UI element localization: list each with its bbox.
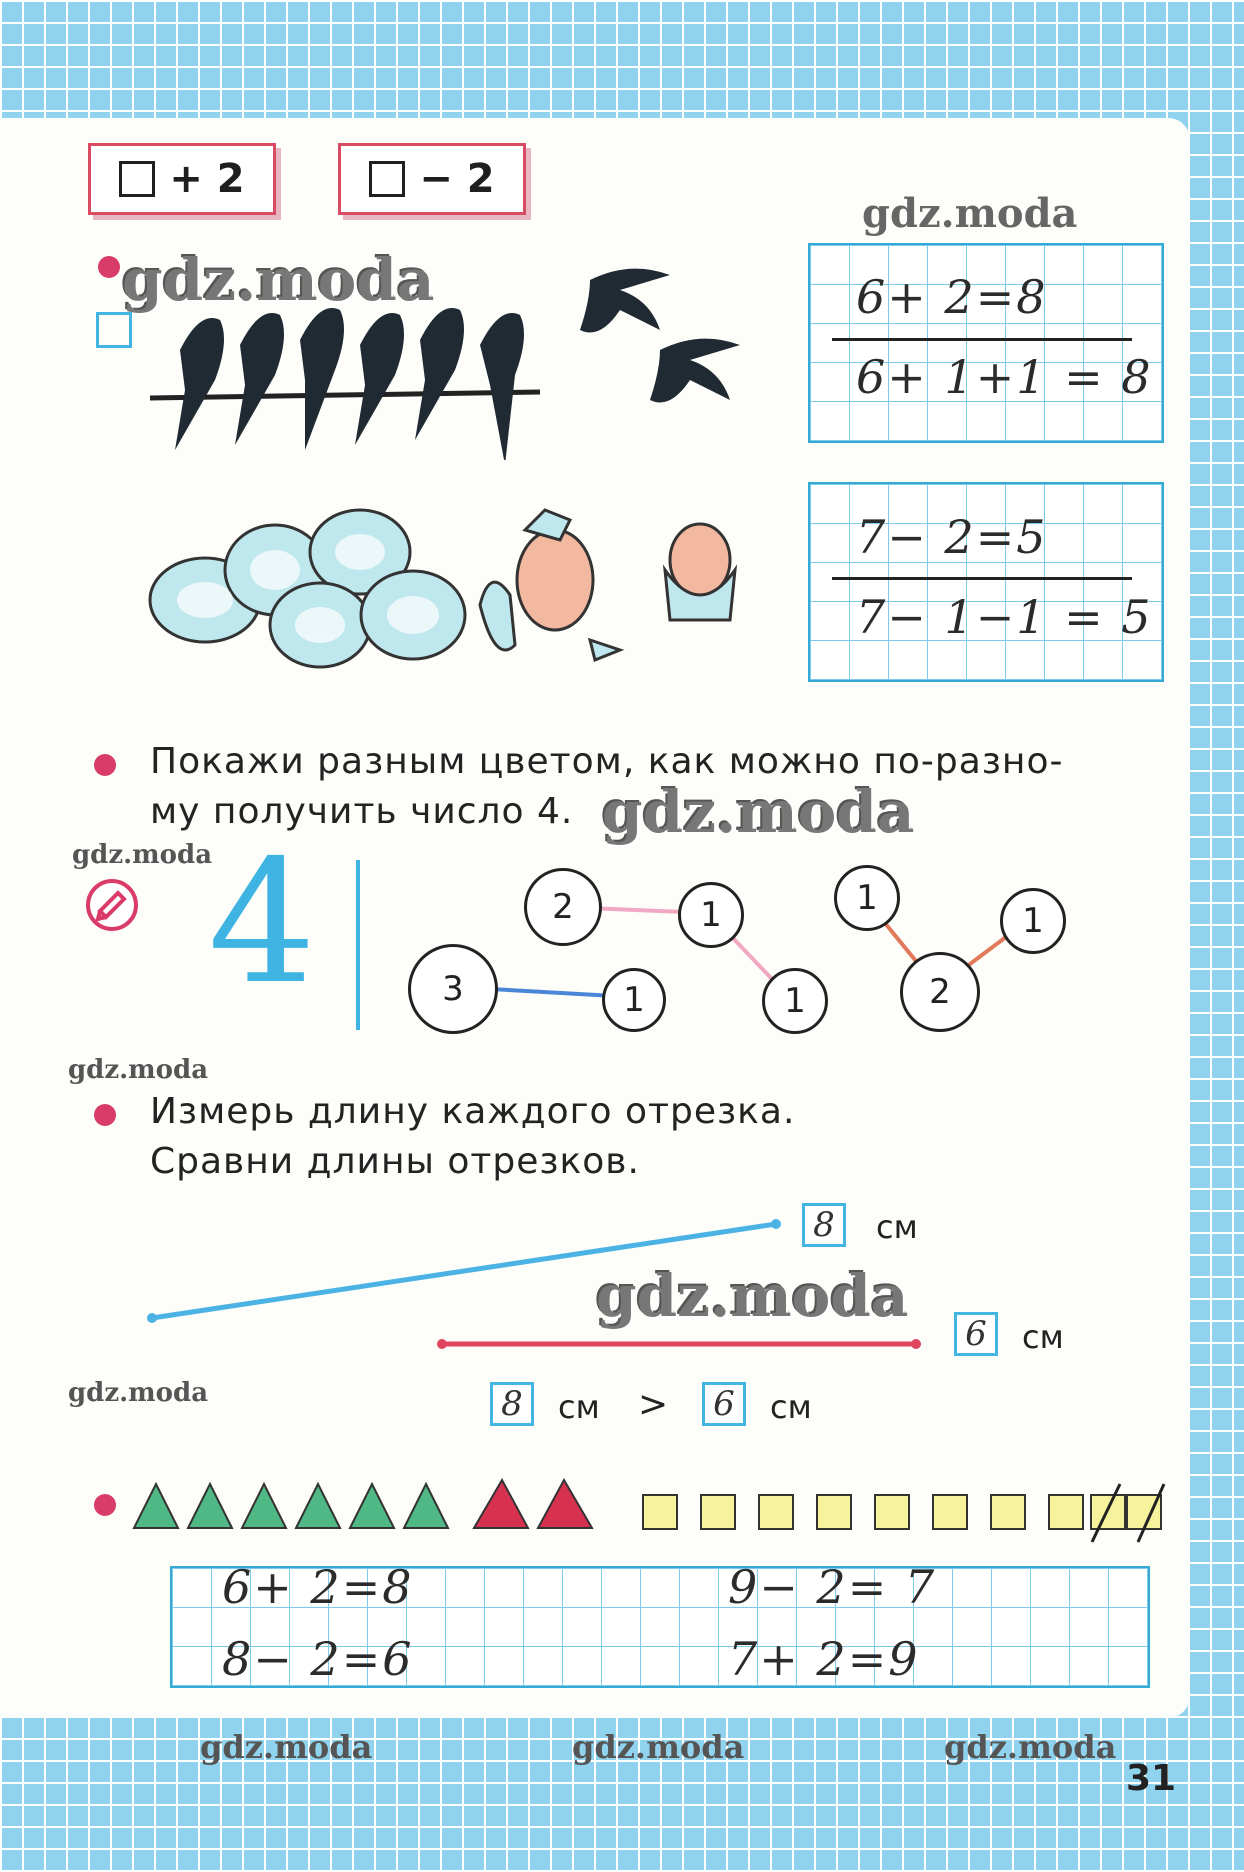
watermark: gdz.moda	[122, 246, 435, 314]
unit-label: см	[558, 1388, 600, 1426]
yellow-square	[700, 1494, 736, 1530]
bottom-equation: 7+ 2=9	[728, 1632, 920, 1686]
unit-label: см	[1022, 1318, 1064, 1356]
number-circle: 1	[834, 865, 900, 931]
red-segment-answer: 6	[954, 1312, 998, 1356]
task-text: Измерь длину каждого отрезка.	[150, 1091, 796, 1132]
equation-birds-2: 6+ 1+1 = 8	[856, 350, 1153, 404]
task-text: му получить число 4.	[150, 791, 574, 832]
plus-two-sign: + 2	[88, 143, 276, 215]
unit-label: см	[876, 1208, 918, 1246]
equation-birds-1: 6+ 2=8	[856, 270, 1048, 324]
comparison-left-box: 8	[490, 1382, 534, 1426]
watermark: gdz.moda	[944, 1728, 1117, 1766]
watermark: gdz.moda	[68, 1378, 209, 1408]
minus-two-sign: − 2	[338, 143, 526, 215]
watermark: gdz.moda	[572, 1728, 745, 1766]
number-circle: 1	[602, 968, 666, 1032]
watermark: gdz.moda	[862, 190, 1078, 237]
watermark: gdz.moda	[596, 1262, 909, 1330]
task-text: Сравни длины отрезков.	[150, 1141, 640, 1182]
task-text: Покажи разным цветом, как можно по-разно-	[150, 741, 1064, 782]
yellow-square	[642, 1494, 678, 1530]
number-circle: 1	[678, 882, 744, 948]
bottom-equation: 8− 2=6	[222, 1632, 414, 1686]
watermark: gdz.moda	[602, 778, 915, 846]
blue-segment-answer: 8	[802, 1203, 846, 1247]
number-circle: 2	[524, 868, 602, 946]
number-circle: 1	[762, 968, 828, 1034]
yellow-square	[1048, 1494, 1084, 1530]
bottom-equation: 6+ 2=8	[222, 1560, 414, 1614]
equation-eggs-1: 7− 2=5	[856, 510, 1048, 564]
task-bullet	[94, 1494, 116, 1516]
comparison-right-box: 6	[702, 1382, 746, 1426]
number-circle: 1	[1000, 888, 1066, 954]
cross-out-strokes	[1080, 1476, 1180, 1546]
page-number: 31	[1126, 1758, 1177, 1799]
yellow-square	[990, 1494, 1026, 1530]
number-circle: 3	[408, 944, 498, 1034]
equation-eggs-2: 7− 1−1 = 5	[856, 590, 1153, 644]
yellow-square	[874, 1494, 910, 1530]
number-circle: 2	[900, 952, 980, 1032]
watermark: gdz.moda	[72, 840, 213, 870]
bottom-equation: 9− 2= 7	[728, 1560, 937, 1614]
triangles-row	[132, 1476, 602, 1532]
comparison-sign: >	[638, 1384, 669, 1425]
unit-label: см	[770, 1388, 812, 1426]
watermark: gdz.moda	[200, 1728, 373, 1766]
watermark: gdz.moda	[68, 1055, 209, 1085]
yellow-square	[758, 1494, 794, 1530]
yellow-square	[932, 1494, 968, 1530]
yellow-square	[816, 1494, 852, 1530]
big-number: 4	[208, 824, 317, 1022]
